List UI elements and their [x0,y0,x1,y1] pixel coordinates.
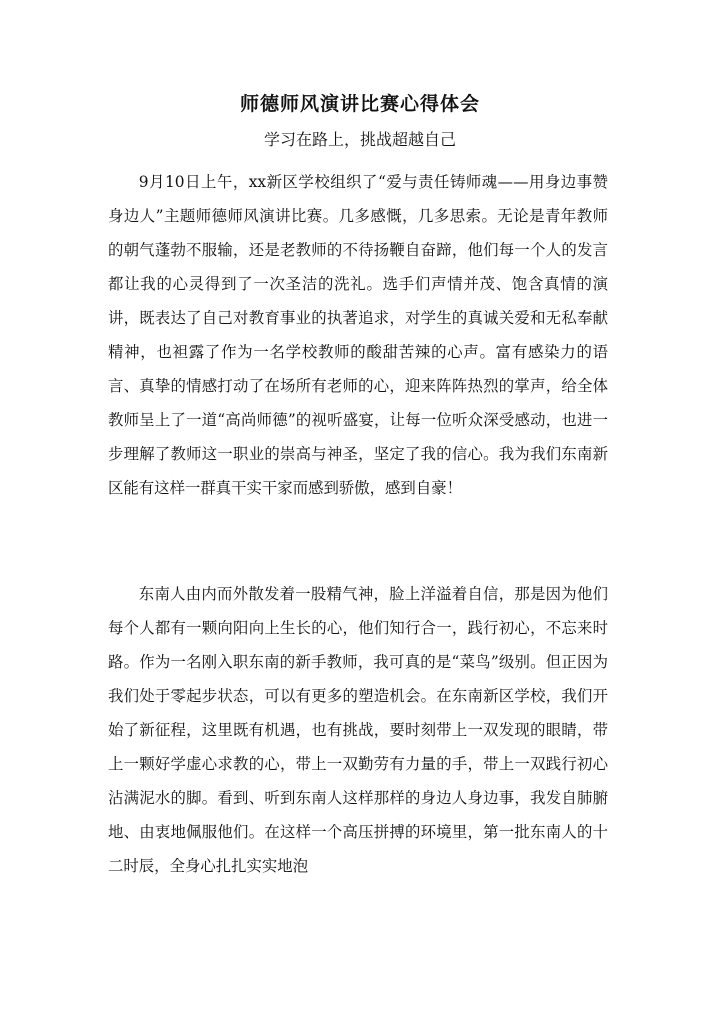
paragraph-2: 东南人由内而外散发着一股精气神，脸上洋溢着自信，那是因为他们每个人都有一颗向阳向上生长的心，他们知行合一，践行初心，不忘来时路。作为一名刚入职东南的新手教师，我可真的是“菜鸟”级别。但正因为我们处于零起步状态，可以有更多的塑造机会。在东南新区学校，我们开始了新征程，这里既有机遇，也有挑战，要时刻带上一双发现的眼睛，带上一颗好学虚心求教的心，带上一双勤劳有力量的手，带上一双践行初心沾满泥水的脚。看到、听到东南人这样那样的身边人身边事，我发自肺腑地、由衷地佩服他们。在这样一个高压拼搏的环境里，第一批东南人的十二时辰，全身心扎扎实实地泡 [108,585,608,875]
document-subtitle: 学习在路上，挑战超越自己 [263,130,456,149]
document-title: 师德师风演讲比赛心得体会 [239,93,480,115]
paragraph-1: 9月10日上午，xx新区学校组织了“爱与责任铸师魂——用身边事赞身边人”主题师德师风演讲比赛。几多感慨，几多思索。无论是青年教师的朝气蓬勃不服输，还是老教师的不待扬鞭自奋蹄，他们每一个人的发言都让我的心灵得到了一次圣洁的洗礼。选手们声情并茂、饱含真情的演讲，既表达了自己对教育事业的执著追求，对学生的真诚关爱和无私奉献精神，也袒露了作为一名学校教师的酸甜苦辣的心声。富有感染力的语言、真挚的情感打动了在场所有老师的心，迎来阵阵热烈的掌声，给全体教师呈上了一道“高尚师德”的视听盛宴，让每一位听众深受感动，也进一步理解了教师这一职业的崇高与神圣，坚定了我的信心。我为我们东南新区能有这样一群真干实干家而感到骄傲，感到自豪！ [108,173,608,497]
